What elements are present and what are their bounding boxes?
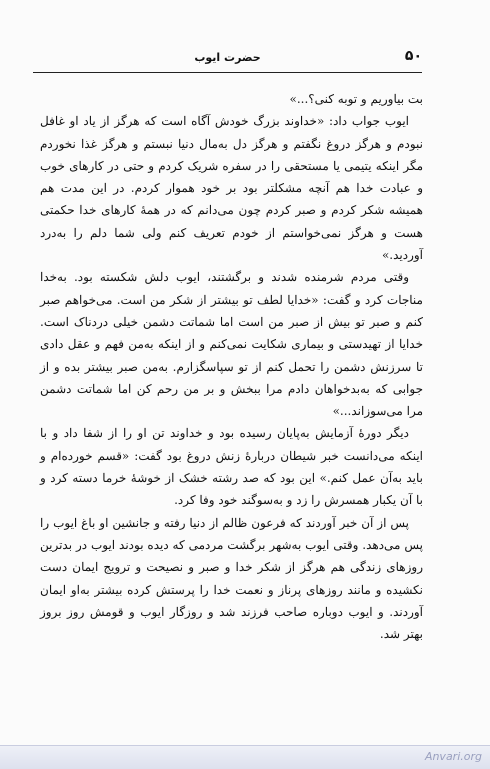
body-text	[40, 88, 423, 645]
paragraph: دیگر دورهٔ آزمایش به‌پایان رسیده بود و خداوند تن او را از شفا داد و با اینکه می‌دانست خبر شیطان دربارهٔ زنش دروغ بود گفت: «قسم خورده‌ام و باید به‌آن عمل کنم.» این بود که صد رشته خشک از خوشهٔ خرما دسته کرد و با آن یکبار همسرش را زد و به‌سوگند خود وفا کرد.	[40, 426, 423, 508]
watermark: Anvari.org	[424, 750, 482, 763]
page-header	[33, 44, 422, 70]
running-title: حضرت ایوب	[194, 51, 261, 64]
paragraph: وقتی مردم شرمنده شدند و برگشتند، ایوب دلش شکسته بود. به‌خدا مناجات کرد و گفت: «خدایا لطف تو بیشتر از شکر من است. می‌خواهم صبر کنم و صبر تو بیش از صبر من است اما شماتت دشمن خیلی دردناک است. خدایا از تهیدستی و بیماری شکایت نمی‌کنم و از اینکه به‌من فهم و عقل دادی تا سرزنش دشمن را تحمل کنم از تو سپاسگزارم. به‌من صبر بیشتر بده و از جوابی که به‌بدخواهان دادم مرا ببخش و بر من رحم کن اما شماتت دشمن مرا می‌سوزاند...»	[40, 270, 423, 419]
paragraph: پس از آن خبر آوردند که فرعون ظالم از دنیا رفته و جانشین او باغ ایوب را پس می‌دهد. وقتی ایوب به‌شهر برگشت مردمی که دیده بودند ایوب در بدترین روزهای زندگی هم هرگز از شکر خدا و صبر و نصیحت و ترویج ایمان دست نکشیده و مانند روزهای پرناز و نعمت خدا را پرستش کرده بیشتر به‌او ایمان آوردند. و ایوب دوباره صاحب فرزند شد و روزگار ایوب و قومش روز بروز بهتر شد.	[40, 515, 423, 642]
header-divider	[33, 72, 422, 73]
paragraph: ایوب جواب داد: «خداوند بزرگ خودش آگاه است که هرگز از یاد او غافل نبودم و هرگز دروغ نگفتم و هرگز دل به‌مال دنیا نبستم و هرگز غذا نخوردم مگر اینکه یتیمی یا مستحقی را در سفره شریک کردم و حتی در کارهای خوب و عبادت خدا هم آنچه مشکلتر بود بر خود هموار کردم. در این مدت هم همیشه شکر کردم و صبر کردم چون می‌دانم که در همهٔ کارهای خدا حکمتی هست و هرگز نمی‌خواستم از خودم تعریف کنم ولی شما دلم را به‌درد آوردید.»	[40, 114, 423, 263]
paragraph: بت بیاوریم و توبه کنی؟...»	[289, 92, 423, 106]
footer-bar	[0, 745, 490, 769]
page-number: ۵۰	[404, 48, 422, 64]
